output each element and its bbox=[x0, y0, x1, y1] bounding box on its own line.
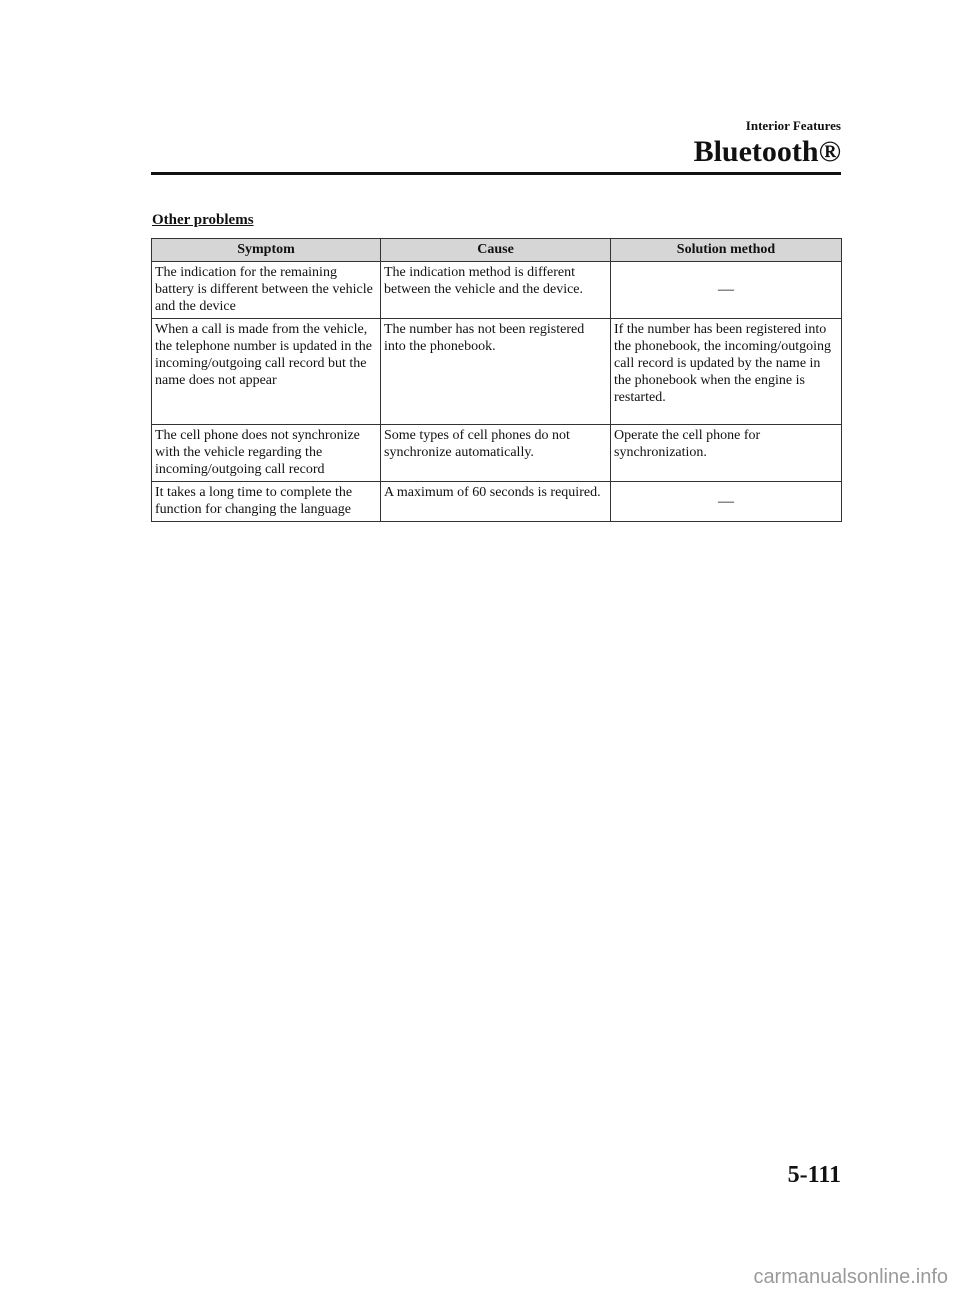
solution-cell: — bbox=[611, 262, 842, 319]
table-header-row bbox=[152, 239, 842, 262]
cause-cell: The number has not been registered into the phonebook. bbox=[381, 319, 611, 425]
symptom-cell: The indication for the remaining battery is different between the vehicle and the device bbox=[152, 262, 381, 319]
section-label: Interior Features bbox=[745, 118, 841, 133]
table-row bbox=[152, 319, 842, 425]
page-number: 5-111 bbox=[787, 1162, 841, 1188]
cause-cell: Some types of cell phones do not synchronize automatically. bbox=[381, 425, 611, 482]
solution-cell: — bbox=[611, 482, 842, 522]
solution-cell: If the number has been registered into the phonebook, the incoming/outgoing call record is updated by the name in the phonebook when the engine is restarted. bbox=[611, 319, 842, 425]
column-header-symptom: Symptom bbox=[152, 239, 381, 262]
table-row bbox=[152, 262, 842, 319]
watermark-text[interactable]: carmanualsonline.info bbox=[753, 1266, 948, 1288]
table-row bbox=[152, 482, 842, 522]
chapter-title: Bluetooth® bbox=[693, 135, 841, 168]
solution-cell: Operate the cell phone for synchronization. bbox=[611, 425, 842, 482]
subheading-other-problems: Other problems bbox=[152, 212, 254, 228]
symptom-cell: It takes a long time to complete the function for changing the language bbox=[152, 482, 381, 522]
column-header-solution: Solution method bbox=[611, 239, 842, 262]
table-row bbox=[152, 425, 842, 482]
cause-cell: A maximum of 60 seconds is required. bbox=[381, 482, 611, 522]
column-header-cause: Cause bbox=[381, 239, 611, 262]
cause-cell: The indication method is different between the vehicle and the device. bbox=[381, 262, 611, 319]
symptom-cell: When a call is made from the vehicle, the telephone number is updated in the incoming/outgoing call record but the name does not appear bbox=[152, 319, 381, 425]
symptom-cell: The cell phone does not synchronize with the vehicle regarding the incoming/outgoing call record bbox=[152, 425, 381, 482]
troubleshooting-table bbox=[151, 238, 842, 522]
header-divider bbox=[151, 172, 841, 175]
